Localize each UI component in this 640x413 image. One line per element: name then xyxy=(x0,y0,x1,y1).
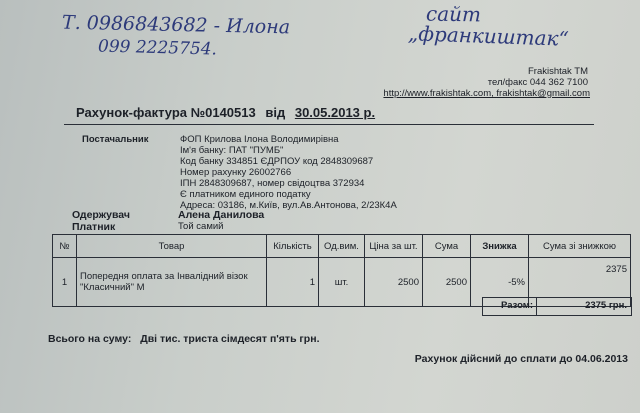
col-header-discount: Знижка xyxy=(471,235,529,258)
col-header-price: Ціна за шт. xyxy=(365,235,423,258)
supplier-line: Адреса: 03186, м.Київ, вул.Ав.Антонова, 2/23К4А xyxy=(180,200,397,211)
handwritten-site-name: „франкиштак“ xyxy=(407,21,570,51)
col-header-qty: Кількість xyxy=(267,235,319,258)
cell-price: 2500 xyxy=(365,258,423,307)
cell-sum: 2500 xyxy=(423,258,471,307)
totals-value: 2375 грн. xyxy=(585,300,627,311)
col-header-total: Сума зі знижкою xyxy=(529,235,631,258)
payer-label: Платник xyxy=(72,221,116,233)
cell-unit: шт. xyxy=(319,258,365,307)
invoice-date-prefix: від xyxy=(265,105,286,120)
col-header-item: Товар xyxy=(77,235,267,258)
payer-value: Той самий xyxy=(178,221,224,232)
supplier-line: Номер рахунку 26002766 xyxy=(180,167,292,178)
cell-item: Попередня оплата за Інвалідний візок "Класичний" М xyxy=(77,258,267,307)
validity-note: Рахунок дійсний до сплати до 04.06.2013 xyxy=(414,353,628,365)
handwritten-phone-1: Т. 0986843682 - Илона xyxy=(61,11,291,39)
company-phone: тел/факс 044 362 7100 xyxy=(487,77,588,88)
invoice-number: Рахунок-фактура №0140513 xyxy=(76,105,256,120)
cell-num: 1 xyxy=(53,258,77,307)
col-header-unit: Од.вим. xyxy=(319,235,365,258)
totals-box xyxy=(482,297,632,316)
table-header-row xyxy=(53,235,631,258)
amount-words-value: Дві тис. триста сімдесят п'ять грн. xyxy=(140,333,320,345)
cell-discount: -5% xyxy=(471,258,529,307)
company-name: Frakishtak TM xyxy=(527,66,588,77)
invoice-date: 30.05.2013 р. xyxy=(294,105,376,120)
col-header-sum: Сума xyxy=(423,235,471,258)
recipient-label: Одержувач xyxy=(72,209,130,221)
supplier-line: Ім'я банку: ПАТ "ПУМБ" xyxy=(180,145,284,156)
col-header-num: № xyxy=(53,235,77,258)
company-web[interactable]: http://www.frakishtak.com, frakishtak@gmail.com xyxy=(383,88,590,99)
supplier-label: Постачальник xyxy=(82,134,149,145)
handwritten-site-label: сайт xyxy=(425,1,482,27)
invoice-title xyxy=(76,105,375,120)
cell-total: 2375 xyxy=(529,258,631,307)
title-divider xyxy=(64,124,594,125)
supplier-line: Код банку 334851 ЄДРПОУ код 2848309687 xyxy=(180,156,374,167)
amount-in-words xyxy=(48,333,319,345)
supplier-line: Є платником единого податку xyxy=(180,189,311,200)
totals-label: Разом: xyxy=(483,298,537,315)
recipient-value: Алена Данилова xyxy=(178,209,265,221)
supplier-line: ФОП Крилова Ілона Володимирівна xyxy=(180,134,339,145)
handwritten-phone-2: 099 2225754. xyxy=(97,36,218,60)
supplier-line: ІПН 2848309687, номер свідоцтва 372934 xyxy=(180,178,365,189)
cell-qty: 1 xyxy=(267,258,319,307)
amount-words-label: Всього на суму: xyxy=(48,333,132,345)
supplier-details xyxy=(180,134,397,211)
